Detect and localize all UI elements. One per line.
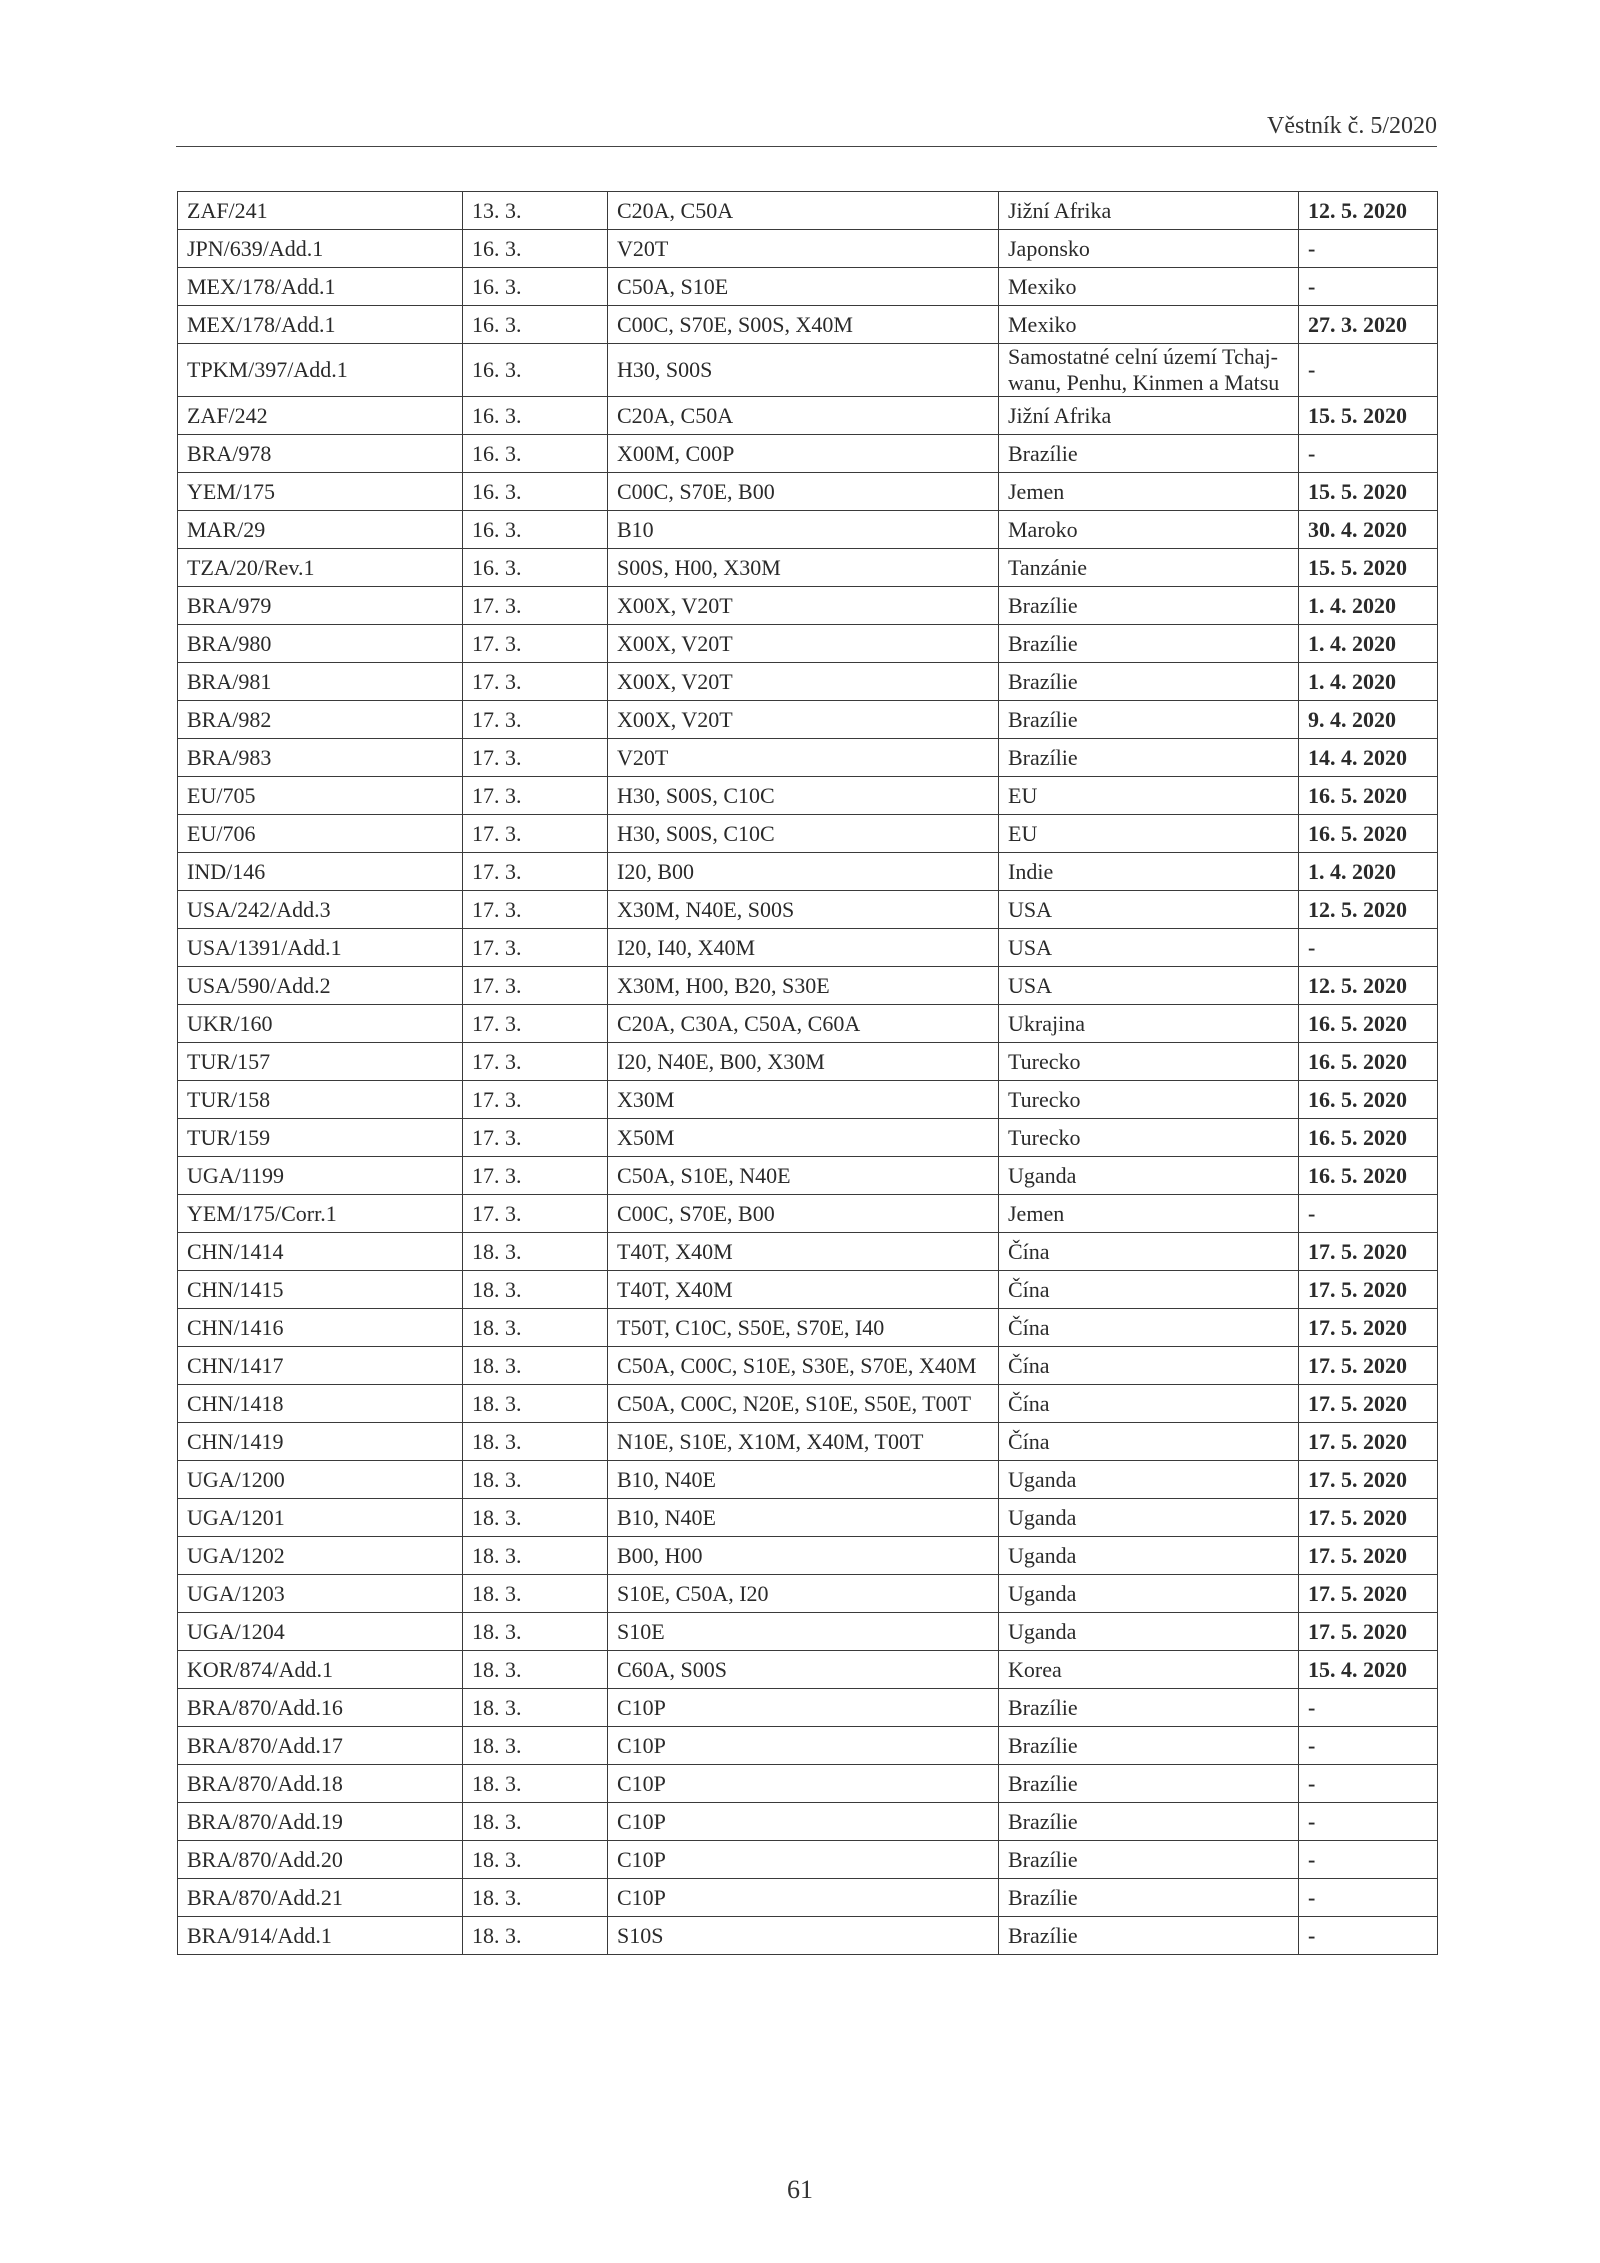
- table-row: [178, 268, 1438, 306]
- date-cell: 17. 3.: [463, 1081, 608, 1119]
- document-symbol-cell: BRA/978: [178, 435, 463, 473]
- date-cell: 16. 3.: [463, 230, 608, 268]
- date-cell: 16. 3.: [463, 397, 608, 435]
- country-cell: Brazílie: [999, 1765, 1299, 1803]
- table-row: [178, 1309, 1438, 1347]
- country-cell: Čína: [999, 1385, 1299, 1423]
- country-cell: Japonsko: [999, 230, 1299, 268]
- table-row: [178, 1119, 1438, 1157]
- notifications-table: [177, 191, 1438, 1955]
- product-codes-cell: C50A, C00C, S10E, S30E, S70E, X40M: [608, 1347, 999, 1385]
- table-row: [178, 1005, 1438, 1043]
- deadline-cell: 17. 5. 2020: [1299, 1347, 1438, 1385]
- table-row: [178, 511, 1438, 549]
- deadline-cell: -: [1299, 1879, 1438, 1917]
- country-cell: Brazílie: [999, 1689, 1299, 1727]
- deadline-cell: 15. 5. 2020: [1299, 549, 1438, 587]
- table-row: [178, 1233, 1438, 1271]
- product-codes-cell: T40T, X40M: [608, 1271, 999, 1309]
- table-row: [178, 1651, 1438, 1689]
- product-codes-cell: S10E, C50A, I20: [608, 1575, 999, 1613]
- country-cell: Turecko: [999, 1081, 1299, 1119]
- deadline-cell: -: [1299, 1727, 1438, 1765]
- date-cell: 18. 3.: [463, 1765, 608, 1803]
- date-cell: 18. 3.: [463, 1727, 608, 1765]
- date-cell: 18. 3.: [463, 1499, 608, 1537]
- product-codes-cell: B10: [608, 511, 999, 549]
- document-symbol-cell: BRA/870/Add.17: [178, 1727, 463, 1765]
- table-row: [178, 587, 1438, 625]
- table-row: [178, 230, 1438, 268]
- country-cell: Samostatné celní území Tchaj-wanu, Penhu, Kinmen a Matsu: [999, 344, 1299, 397]
- deadline-cell: 16. 5. 2020: [1299, 1119, 1438, 1157]
- deadline-cell: -: [1299, 1689, 1438, 1727]
- deadline-cell: 16. 5. 2020: [1299, 815, 1438, 853]
- document-symbol-cell: USA/242/Add.3: [178, 891, 463, 929]
- table-row: [178, 473, 1438, 511]
- deadline-cell: 17. 5. 2020: [1299, 1613, 1438, 1651]
- table-row: [178, 1917, 1438, 1955]
- table-row: [178, 1423, 1438, 1461]
- country-cell: Brazílie: [999, 435, 1299, 473]
- date-cell: 16. 3.: [463, 306, 608, 344]
- date-cell: 17. 3.: [463, 587, 608, 625]
- document-symbol-cell: BRA/980: [178, 625, 463, 663]
- country-cell: Uganda: [999, 1499, 1299, 1537]
- country-cell: Brazílie: [999, 1727, 1299, 1765]
- table-row: [178, 891, 1438, 929]
- date-cell: 16. 3.: [463, 549, 608, 587]
- date-cell: 18. 3.: [463, 1841, 608, 1879]
- document-symbol-cell: MAR/29: [178, 511, 463, 549]
- date-cell: 17. 3.: [463, 1195, 608, 1233]
- country-cell: Čína: [999, 1233, 1299, 1271]
- date-cell: 18. 3.: [463, 1803, 608, 1841]
- date-cell: 18. 3.: [463, 1423, 608, 1461]
- country-cell: USA: [999, 967, 1299, 1005]
- document-symbol-cell: UGA/1201: [178, 1499, 463, 1537]
- date-cell: 16. 3.: [463, 473, 608, 511]
- table-row: [178, 1727, 1438, 1765]
- deadline-cell: -: [1299, 1917, 1438, 1955]
- product-codes-cell: X50M: [608, 1119, 999, 1157]
- country-cell: Čína: [999, 1423, 1299, 1461]
- product-codes-cell: C50A, C00C, N20E, S10E, S50E, T00T: [608, 1385, 999, 1423]
- product-codes-cell: H30, S00S, C10C: [608, 777, 999, 815]
- deadline-cell: 1. 4. 2020: [1299, 853, 1438, 891]
- country-cell: Turecko: [999, 1119, 1299, 1157]
- document-symbol-cell: TUR/157: [178, 1043, 463, 1081]
- product-codes-cell: C50A, S10E: [608, 268, 999, 306]
- country-cell: Brazílie: [999, 739, 1299, 777]
- deadline-cell: 17. 5. 2020: [1299, 1423, 1438, 1461]
- date-cell: 17. 3.: [463, 739, 608, 777]
- deadline-cell: 17. 5. 2020: [1299, 1461, 1438, 1499]
- date-cell: 18. 3.: [463, 1309, 608, 1347]
- product-codes-cell: X30M: [608, 1081, 999, 1119]
- date-cell: 17. 3.: [463, 1119, 608, 1157]
- journal-title: Věstník č. 5/2020: [1267, 113, 1437, 139]
- date-cell: 17. 3.: [463, 853, 608, 891]
- deadline-cell: 17. 5. 2020: [1299, 1271, 1438, 1309]
- product-codes-cell: S10E: [608, 1613, 999, 1651]
- product-codes-cell: C00C, S70E, B00: [608, 1195, 999, 1233]
- table-row: [178, 435, 1438, 473]
- document-symbol-cell: UGA/1199: [178, 1157, 463, 1195]
- date-cell: 17. 3.: [463, 701, 608, 739]
- product-codes-cell: C00C, S70E, S00S, X40M: [608, 306, 999, 344]
- product-codes-cell: S00S, H00, X30M: [608, 549, 999, 587]
- country-cell: Uganda: [999, 1157, 1299, 1195]
- product-codes-cell: H30, S00S, C10C: [608, 815, 999, 853]
- page-number: 61: [787, 2175, 813, 2204]
- country-cell: Uganda: [999, 1461, 1299, 1499]
- document-symbol-cell: TUR/159: [178, 1119, 463, 1157]
- country-cell: Čína: [999, 1347, 1299, 1385]
- date-cell: 18. 3.: [463, 1689, 608, 1727]
- deadline-cell: 17. 5. 2020: [1299, 1385, 1438, 1423]
- deadline-cell: -: [1299, 1841, 1438, 1879]
- deadline-cell: -: [1299, 1195, 1438, 1233]
- document-symbol-cell: USA/1391/Add.1: [178, 929, 463, 967]
- country-cell: EU: [999, 815, 1299, 853]
- country-cell: Ukrajina: [999, 1005, 1299, 1043]
- deadline-cell: 27. 3. 2020: [1299, 306, 1438, 344]
- document-symbol-cell: UGA/1204: [178, 1613, 463, 1651]
- country-cell: Brazílie: [999, 663, 1299, 701]
- deadline-cell: 15. 4. 2020: [1299, 1651, 1438, 1689]
- product-codes-cell: C10P: [608, 1879, 999, 1917]
- deadline-cell: 16. 5. 2020: [1299, 1043, 1438, 1081]
- table-row: [178, 663, 1438, 701]
- table-row: [178, 967, 1438, 1005]
- document-symbol-cell: CHN/1417: [178, 1347, 463, 1385]
- country-cell: Indie: [999, 853, 1299, 891]
- deadline-cell: 16. 5. 2020: [1299, 1081, 1438, 1119]
- document-symbol-cell: BRA/870/Add.21: [178, 1879, 463, 1917]
- deadline-cell: 17. 5. 2020: [1299, 1537, 1438, 1575]
- country-cell: Brazílie: [999, 1917, 1299, 1955]
- deadline-cell: -: [1299, 929, 1438, 967]
- date-cell: 18. 3.: [463, 1271, 608, 1309]
- date-cell: 18. 3.: [463, 1385, 608, 1423]
- product-codes-cell: C00C, S70E, B00: [608, 473, 999, 511]
- document-symbol-cell: YEM/175: [178, 473, 463, 511]
- document-symbol-cell: MEX/178/Add.1: [178, 306, 463, 344]
- date-cell: 16. 3.: [463, 511, 608, 549]
- table-row: [178, 192, 1438, 230]
- deadline-cell: 17. 5. 2020: [1299, 1309, 1438, 1347]
- table-row: [178, 929, 1438, 967]
- table-row: [178, 1879, 1438, 1917]
- date-cell: 17. 3.: [463, 929, 608, 967]
- product-codes-cell: S10S: [608, 1917, 999, 1955]
- country-cell: Uganda: [999, 1613, 1299, 1651]
- deadline-cell: 16. 5. 2020: [1299, 1157, 1438, 1195]
- deadline-cell: 15. 5. 2020: [1299, 473, 1438, 511]
- deadline-cell: 17. 5. 2020: [1299, 1499, 1438, 1537]
- country-cell: Brazílie: [999, 1841, 1299, 1879]
- product-codes-cell: C20A, C50A: [608, 397, 999, 435]
- deadline-cell: 15. 5. 2020: [1299, 397, 1438, 435]
- deadline-cell: 14. 4. 2020: [1299, 739, 1438, 777]
- date-cell: 17. 3.: [463, 625, 608, 663]
- document-symbol-cell: EU/706: [178, 815, 463, 853]
- document-symbol-cell: ZAF/241: [178, 192, 463, 230]
- country-cell: Maroko: [999, 511, 1299, 549]
- country-cell: Brazílie: [999, 625, 1299, 663]
- product-codes-cell: B10, N40E: [608, 1499, 999, 1537]
- date-cell: 17. 3.: [463, 663, 608, 701]
- date-cell: 18. 3.: [463, 1347, 608, 1385]
- date-cell: 17. 3.: [463, 1157, 608, 1195]
- date-cell: 18. 3.: [463, 1917, 608, 1955]
- country-cell: Uganda: [999, 1575, 1299, 1613]
- document-symbol-cell: BRA/981: [178, 663, 463, 701]
- product-codes-cell: C10P: [608, 1841, 999, 1879]
- table-row: [178, 1765, 1438, 1803]
- deadline-cell: 12. 5. 2020: [1299, 891, 1438, 929]
- table-row: [178, 701, 1438, 739]
- table-row: [178, 1081, 1438, 1119]
- document-symbol-cell: UKR/160: [178, 1005, 463, 1043]
- document-symbol-cell: BRA/982: [178, 701, 463, 739]
- document-symbol-cell: CHN/1418: [178, 1385, 463, 1423]
- table-row: [178, 625, 1438, 663]
- product-codes-cell: T40T, X40M: [608, 1233, 999, 1271]
- document-symbol-cell: IND/146: [178, 853, 463, 891]
- document-symbol-cell: BRA/914/Add.1: [178, 1917, 463, 1955]
- country-cell: Jemen: [999, 473, 1299, 511]
- table-row: [178, 1195, 1438, 1233]
- product-codes-cell: C60A, S00S: [608, 1651, 999, 1689]
- product-codes-cell: X00X, V20T: [608, 701, 999, 739]
- document-symbol-cell: USA/590/Add.2: [178, 967, 463, 1005]
- deadline-cell: 1. 4. 2020: [1299, 663, 1438, 701]
- document-symbol-cell: TZA/20/Rev.1: [178, 549, 463, 587]
- country-cell: Turecko: [999, 1043, 1299, 1081]
- date-cell: 16. 3.: [463, 344, 608, 397]
- deadline-cell: -: [1299, 435, 1438, 473]
- deadline-cell: 30. 4. 2020: [1299, 511, 1438, 549]
- document-symbol-cell: JPN/639/Add.1: [178, 230, 463, 268]
- country-cell: Brazílie: [999, 701, 1299, 739]
- date-cell: 18. 3.: [463, 1233, 608, 1271]
- table-row: [178, 1689, 1438, 1727]
- document-symbol-cell: MEX/178/Add.1: [178, 268, 463, 306]
- deadline-cell: 17. 5. 2020: [1299, 1233, 1438, 1271]
- table-row: [178, 1499, 1438, 1537]
- table-row: [178, 344, 1438, 397]
- table-row: [178, 1803, 1438, 1841]
- product-codes-cell: H30, S00S: [608, 344, 999, 397]
- document-symbol-cell: ZAF/242: [178, 397, 463, 435]
- country-cell: Jižní Afrika: [999, 397, 1299, 435]
- table-row: [178, 1043, 1438, 1081]
- document-symbol-cell: BRA/870/Add.16: [178, 1689, 463, 1727]
- country-cell: Jižní Afrika: [999, 192, 1299, 230]
- document-symbol-cell: TUR/158: [178, 1081, 463, 1119]
- product-codes-cell: C10P: [608, 1689, 999, 1727]
- document-symbol-cell: UGA/1200: [178, 1461, 463, 1499]
- product-codes-cell: I20, I40, X40M: [608, 929, 999, 967]
- table-row: [178, 397, 1438, 435]
- date-cell: 13. 3.: [463, 192, 608, 230]
- date-cell: 18. 3.: [463, 1651, 608, 1689]
- table-row: [178, 1613, 1438, 1651]
- document-symbol-cell: BRA/870/Add.19: [178, 1803, 463, 1841]
- deadline-cell: 16. 5. 2020: [1299, 1005, 1438, 1043]
- table-row: [178, 1841, 1438, 1879]
- deadline-cell: 12. 5. 2020: [1299, 967, 1438, 1005]
- product-codes-cell: N10E, S10E, X10M, X40M, T00T: [608, 1423, 999, 1461]
- date-cell: 18. 3.: [463, 1537, 608, 1575]
- product-codes-cell: X00X, V20T: [608, 663, 999, 701]
- document-symbol-cell: BRA/870/Add.20: [178, 1841, 463, 1879]
- date-cell: 17. 3.: [463, 891, 608, 929]
- date-cell: 17. 3.: [463, 1043, 608, 1081]
- product-codes-cell: B00, H00: [608, 1537, 999, 1575]
- table-body: [178, 192, 1438, 1955]
- country-cell: Brazílie: [999, 587, 1299, 625]
- date-cell: 16. 3.: [463, 268, 608, 306]
- product-codes-cell: X00X, V20T: [608, 587, 999, 625]
- deadline-cell: 9. 4. 2020: [1299, 701, 1438, 739]
- product-codes-cell: I20, B00: [608, 853, 999, 891]
- deadline-cell: 17. 5. 2020: [1299, 1575, 1438, 1613]
- product-codes-cell: C10P: [608, 1765, 999, 1803]
- country-cell: Tanzánie: [999, 549, 1299, 587]
- table-row: [178, 1385, 1438, 1423]
- country-cell: EU: [999, 777, 1299, 815]
- table-row: [178, 815, 1438, 853]
- product-codes-cell: C50A, S10E, N40E: [608, 1157, 999, 1195]
- table-row: [178, 1347, 1438, 1385]
- product-codes-cell: X30M, N40E, S00S: [608, 891, 999, 929]
- date-cell: 16. 3.: [463, 435, 608, 473]
- country-cell: Brazílie: [999, 1879, 1299, 1917]
- product-codes-cell: C10P: [608, 1727, 999, 1765]
- date-cell: 17. 3.: [463, 967, 608, 1005]
- document-symbol-cell: BRA/979: [178, 587, 463, 625]
- document-symbol-cell: YEM/175/Corr.1: [178, 1195, 463, 1233]
- deadline-cell: -: [1299, 344, 1438, 397]
- table-row: [178, 1461, 1438, 1499]
- deadline-cell: -: [1299, 230, 1438, 268]
- product-codes-cell: V20T: [608, 230, 999, 268]
- deadline-cell: 1. 4. 2020: [1299, 587, 1438, 625]
- document-symbol-cell: CHN/1416: [178, 1309, 463, 1347]
- document-symbol-cell: BRA/870/Add.18: [178, 1765, 463, 1803]
- country-cell: Čína: [999, 1309, 1299, 1347]
- table-row: [178, 1537, 1438, 1575]
- date-cell: 18. 3.: [463, 1575, 608, 1613]
- table-row: [178, 549, 1438, 587]
- deadline-cell: -: [1299, 268, 1438, 306]
- country-cell: Mexiko: [999, 268, 1299, 306]
- date-cell: 18. 3.: [463, 1879, 608, 1917]
- date-cell: 17. 3.: [463, 815, 608, 853]
- document-symbol-cell: KOR/874/Add.1: [178, 1651, 463, 1689]
- deadline-cell: 12. 5. 2020: [1299, 192, 1438, 230]
- table-row: [178, 1575, 1438, 1613]
- date-cell: 17. 3.: [463, 777, 608, 815]
- table-row: [178, 739, 1438, 777]
- table-row: [178, 853, 1438, 891]
- document-symbol-cell: TPKM/397/Add.1: [178, 344, 463, 397]
- country-cell: Uganda: [999, 1537, 1299, 1575]
- country-cell: Čína: [999, 1271, 1299, 1309]
- product-codes-cell: T50T, C10C, S50E, S70E, I40: [608, 1309, 999, 1347]
- country-cell: Jemen: [999, 1195, 1299, 1233]
- table-row: [178, 1157, 1438, 1195]
- country-cell: USA: [999, 929, 1299, 967]
- table-row: [178, 306, 1438, 344]
- document-symbol-cell: CHN/1414: [178, 1233, 463, 1271]
- product-codes-cell: B10, N40E: [608, 1461, 999, 1499]
- document-symbol-cell: EU/705: [178, 777, 463, 815]
- country-cell: Brazílie: [999, 1803, 1299, 1841]
- document-symbol-cell: BRA/983: [178, 739, 463, 777]
- product-codes-cell: X00M, C00P: [608, 435, 999, 473]
- document-symbol-cell: UGA/1203: [178, 1575, 463, 1613]
- product-codes-cell: C20A, C30A, C50A, C60A: [608, 1005, 999, 1043]
- deadline-cell: 1. 4. 2020: [1299, 625, 1438, 663]
- date-cell: 18. 3.: [463, 1461, 608, 1499]
- product-codes-cell: V20T: [608, 739, 999, 777]
- country-cell: USA: [999, 891, 1299, 929]
- product-codes-cell: I20, N40E, B00, X30M: [608, 1043, 999, 1081]
- document-symbol-cell: CHN/1415: [178, 1271, 463, 1309]
- table-row: [178, 1271, 1438, 1309]
- country-cell: Mexiko: [999, 306, 1299, 344]
- deadline-cell: 16. 5. 2020: [1299, 777, 1438, 815]
- deadline-cell: -: [1299, 1765, 1438, 1803]
- date-cell: 18. 3.: [463, 1613, 608, 1651]
- date-cell: 17. 3.: [463, 1005, 608, 1043]
- product-codes-cell: X30M, H00, B20, S30E: [608, 967, 999, 1005]
- product-codes-cell: X00X, V20T: [608, 625, 999, 663]
- product-codes-cell: C20A, C50A: [608, 192, 999, 230]
- document-symbol-cell: UGA/1202: [178, 1537, 463, 1575]
- country-cell: Korea: [999, 1651, 1299, 1689]
- running-header: [176, 112, 1437, 147]
- deadline-cell: -: [1299, 1803, 1438, 1841]
- table-row: [178, 777, 1438, 815]
- product-codes-cell: C10P: [608, 1803, 999, 1841]
- document-symbol-cell: CHN/1419: [178, 1423, 463, 1461]
